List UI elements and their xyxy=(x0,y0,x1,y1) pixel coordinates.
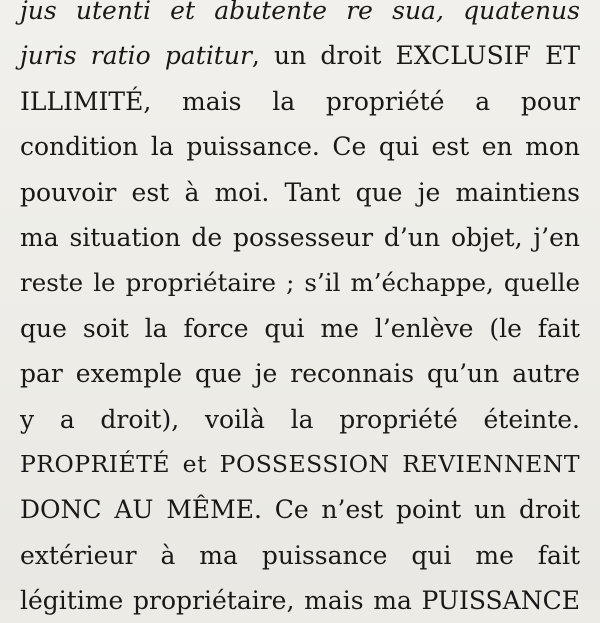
text-line xyxy=(20,578,580,623)
line-segment: y a droit), voilà la propriété éteinte. xyxy=(20,404,580,434)
line-segment: juris ratio patitur xyxy=(20,41,252,71)
line-segment: DONC AU MÊME. Ce n’est point un droit xyxy=(20,495,580,525)
line-segment: jus utenti et abutente re sua, quatenus xyxy=(20,0,580,25)
text-line xyxy=(20,79,580,124)
line-segment: ma situation de possesseur d’un objet, j’en xyxy=(20,222,580,252)
line-segment: que soit la force qui me l’enlève (le fait xyxy=(20,313,580,343)
line-segment: pouvoir est à moi. Tant que je maintiens xyxy=(20,177,580,207)
line-segment: , un droit EXCLUSIF ET xyxy=(251,41,580,71)
text-line xyxy=(20,170,580,215)
text-line xyxy=(20,215,580,260)
text-line xyxy=(20,33,580,78)
text-line xyxy=(20,0,580,33)
line-segment: condition la puissance. Ce qui est en mon xyxy=(20,132,580,162)
line-segment: légitime propriétaire, mais ma PUISSANCE xyxy=(20,586,580,616)
text-line xyxy=(20,260,580,305)
line-segment: PROPRIÉTÉ et POSSESSION REVIENNENT xyxy=(20,449,580,478)
text-line xyxy=(20,487,580,532)
text-line xyxy=(20,442,580,487)
line-segment: ILLIMITÉ, mais la propriété a pour xyxy=(20,86,580,116)
line-segment: par exemple que je reconnais qu’un autre xyxy=(20,359,580,389)
text-body xyxy=(20,0,580,623)
text-line xyxy=(20,306,580,351)
line-segment: extérieur à ma puissance qui me fait xyxy=(20,540,580,570)
line-segment: reste le propriétaire ; s’il m’échappe, quelle xyxy=(20,268,580,298)
text-line xyxy=(20,351,580,396)
text-line xyxy=(20,124,580,169)
text-line xyxy=(20,533,580,578)
text-line xyxy=(20,397,580,442)
